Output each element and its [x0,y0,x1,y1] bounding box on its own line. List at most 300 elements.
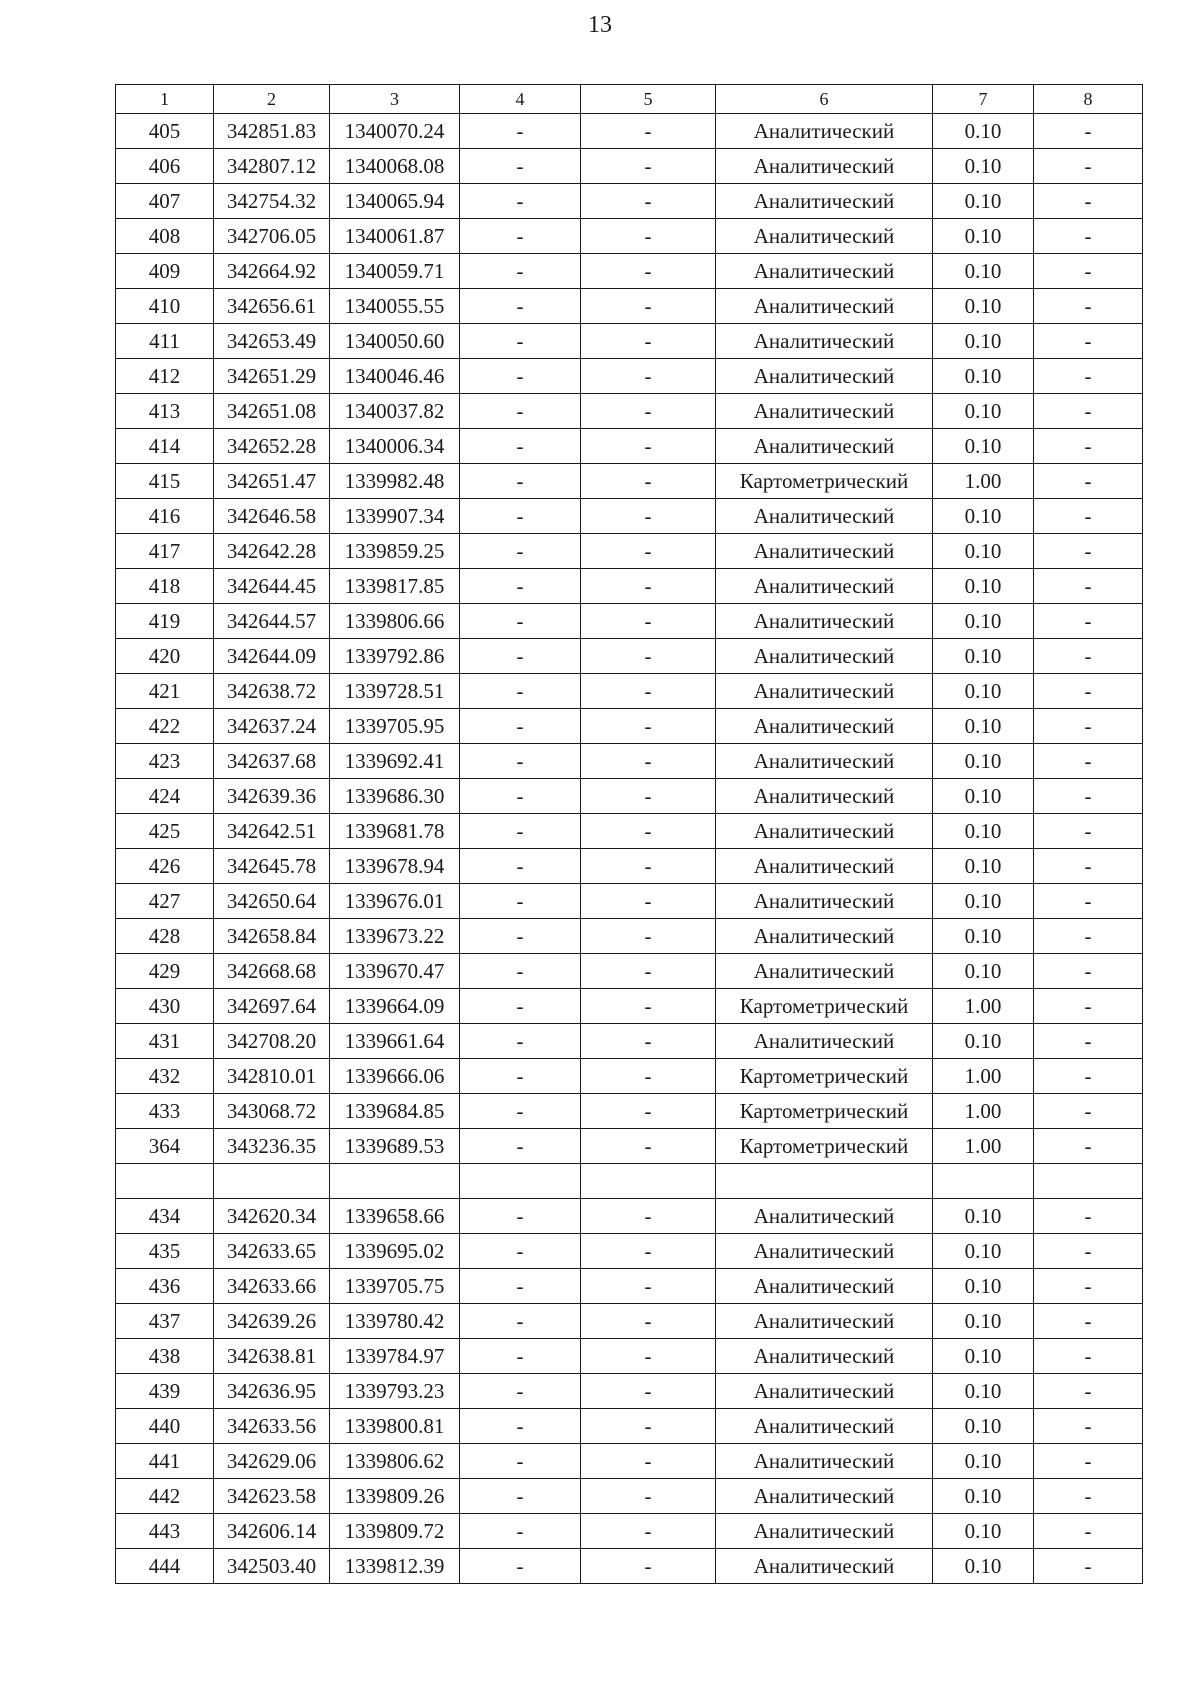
y-coordinate-cell: 1340055.55 [330,289,460,324]
y-coordinate-cell: 1339673.22 [330,919,460,954]
column-5-cell: - [581,814,716,849]
x-coordinate-cell: 342644.45 [214,569,330,604]
column-8-cell: - [1034,289,1143,324]
column-4-cell: - [460,814,581,849]
column-4-cell: - [460,149,581,184]
x-coordinate-cell: 342606.14 [214,1514,330,1549]
table-row [116,1164,1143,1199]
point-number-cell: 424 [116,779,214,814]
table-row [116,149,1143,184]
column-5-cell: - [581,1129,716,1164]
table-row [116,569,1143,604]
method-cell: Аналитический [716,219,933,254]
accuracy-cell: 0.10 [933,149,1034,184]
method-cell: Аналитический [716,954,933,989]
accuracy-cell: 0.10 [933,1199,1034,1234]
column-4-cell: - [460,499,581,534]
column-4-cell: - [460,744,581,779]
column-header: 5 [581,85,716,114]
y-coordinate-cell: 1339859.25 [330,534,460,569]
column-5-cell: - [581,499,716,534]
column-header: 1 [116,85,214,114]
table-header-row [116,85,1143,114]
x-coordinate-cell: 342633.56 [214,1409,330,1444]
y-coordinate-cell: 1340046.46 [330,359,460,394]
column-5-cell: - [581,674,716,709]
point-number-cell: 420 [116,639,214,674]
column-4-cell: - [460,639,581,674]
y-coordinate-cell: 1339806.66 [330,604,460,639]
column-5-cell: - [581,324,716,359]
table-row [116,499,1143,534]
column-4-cell: - [460,1094,581,1129]
table-row [116,674,1143,709]
method-cell: Аналитический [716,394,933,429]
column-8-cell: - [1034,1094,1143,1129]
method-cell: Аналитический [716,1409,933,1444]
method-cell: Аналитический [716,569,933,604]
method-cell: Аналитический [716,1024,933,1059]
y-coordinate-cell: 1340059.71 [330,254,460,289]
column-4-cell [460,1164,581,1199]
method-cell: Аналитический [716,1304,933,1339]
y-coordinate-cell: 1340037.82 [330,394,460,429]
column-8-cell: - [1034,114,1143,149]
table-row [116,534,1143,569]
table-row [116,1234,1143,1269]
table-row [116,1374,1143,1409]
column-8-cell: - [1034,1409,1143,1444]
column-4-cell: - [460,1339,581,1374]
accuracy-cell: 0.10 [933,254,1034,289]
point-number-cell: 416 [116,499,214,534]
table-row [116,919,1143,954]
table-row [116,989,1143,1024]
column-5-cell: - [581,1409,716,1444]
column-header: 8 [1034,85,1143,114]
accuracy-cell: 0.10 [933,919,1034,954]
method-cell: Аналитический [716,149,933,184]
column-5-cell: - [581,919,716,954]
column-8-cell: - [1034,1129,1143,1164]
y-coordinate-cell: 1339792.86 [330,639,460,674]
accuracy-cell: 1.00 [933,1059,1034,1094]
x-coordinate-cell [214,1164,330,1199]
method-cell: Аналитический [716,1514,933,1549]
column-8-cell: - [1034,1479,1143,1514]
method-cell: Аналитический [716,779,933,814]
table-row [116,779,1143,814]
column-5-cell: - [581,464,716,499]
column-8-cell: - [1034,884,1143,919]
method-cell: Аналитический [716,1339,933,1374]
point-number-cell: 437 [116,1304,214,1339]
x-coordinate-cell: 342810.01 [214,1059,330,1094]
accuracy-cell: 0.10 [933,1409,1034,1444]
y-coordinate-cell: 1339676.01 [330,884,460,919]
y-coordinate-cell: 1339678.94 [330,849,460,884]
x-coordinate-cell: 342658.84 [214,919,330,954]
point-number-cell: 417 [116,534,214,569]
point-number-cell: 364 [116,1129,214,1164]
column-4-cell: - [460,884,581,919]
accuracy-cell: 0.10 [933,884,1034,919]
x-coordinate-cell: 342636.95 [214,1374,330,1409]
column-5-cell: - [581,1234,716,1269]
y-coordinate-cell: 1339982.48 [330,464,460,499]
table-row [116,1024,1143,1059]
accuracy-cell: 0.10 [933,324,1034,359]
table-row [116,1479,1143,1514]
table-row [116,114,1143,149]
column-4-cell: - [460,1479,581,1514]
column-5-cell: - [581,289,716,324]
accuracy-cell: 0.10 [933,814,1034,849]
x-coordinate-cell: 342629.06 [214,1444,330,1479]
point-number-cell: 444 [116,1549,214,1584]
column-8-cell: - [1034,604,1143,639]
table-row [116,289,1143,324]
table-row [116,429,1143,464]
column-4-cell: - [460,674,581,709]
accuracy-cell: 0.10 [933,954,1034,989]
coordinates-table [115,84,1143,1584]
column-8-cell: - [1034,709,1143,744]
column-header: 3 [330,85,460,114]
table-row [116,359,1143,394]
point-number-cell: 432 [116,1059,214,1094]
table-row [116,1339,1143,1374]
column-8-cell: - [1034,1024,1143,1059]
accuracy-cell: 0.10 [933,779,1034,814]
accuracy-cell: 0.10 [933,499,1034,534]
column-4-cell: - [460,464,581,499]
point-number-cell: 407 [116,184,214,219]
y-coordinate-cell: 1339666.06 [330,1059,460,1094]
y-coordinate-cell: 1339780.42 [330,1304,460,1339]
accuracy-cell: 0.10 [933,674,1034,709]
column-4-cell: - [460,1444,581,1479]
x-coordinate-cell: 342650.64 [214,884,330,919]
point-number-cell: 408 [116,219,214,254]
method-cell: Аналитический [716,849,933,884]
column-4-cell: - [460,114,581,149]
column-8-cell: - [1034,814,1143,849]
y-coordinate-cell: 1340061.87 [330,219,460,254]
table-body [116,114,1143,1584]
column-8-cell: - [1034,254,1143,289]
method-cell: Аналитический [716,254,933,289]
point-number-cell: 406 [116,149,214,184]
accuracy-cell: 0.10 [933,1479,1034,1514]
method-cell: Аналитический [716,1234,933,1269]
column-5-cell: - [581,569,716,604]
x-coordinate-cell: 342623.58 [214,1479,330,1514]
column-4-cell: - [460,429,581,464]
column-5-cell: - [581,219,716,254]
column-8-cell: - [1034,744,1143,779]
column-5-cell: - [581,779,716,814]
column-5-cell: - [581,1304,716,1339]
y-coordinate-cell: 1340068.08 [330,149,460,184]
column-header: 6 [716,85,933,114]
column-4-cell: - [460,1549,581,1584]
table-row [116,1549,1143,1584]
accuracy-cell: 0.10 [933,1234,1034,1269]
method-cell: Картометрический [716,1129,933,1164]
column-8-cell: - [1034,359,1143,394]
column-8-cell: - [1034,954,1143,989]
x-coordinate-cell: 342639.26 [214,1304,330,1339]
column-8-cell: - [1034,499,1143,534]
column-5-cell: - [581,1444,716,1479]
accuracy-cell: 0.10 [933,114,1034,149]
column-8-cell: - [1034,534,1143,569]
column-5-cell: - [581,744,716,779]
point-number-cell: 412 [116,359,214,394]
x-coordinate-cell: 342754.32 [214,184,330,219]
accuracy-cell: 0.10 [933,1304,1034,1339]
point-number-cell: 438 [116,1339,214,1374]
page-number: 13 [588,12,612,38]
column-4-cell: - [460,1269,581,1304]
x-coordinate-cell: 342638.72 [214,674,330,709]
method-cell: Аналитический [716,604,933,639]
table-row [116,1409,1143,1444]
y-coordinate-cell: 1339689.53 [330,1129,460,1164]
accuracy-cell: 0.10 [933,709,1034,744]
x-coordinate-cell: 342651.47 [214,464,330,499]
column-5-cell: - [581,709,716,744]
column-4-cell: - [460,289,581,324]
accuracy-cell: 1.00 [933,1094,1034,1129]
y-coordinate-cell: 1339793.23 [330,1374,460,1409]
column-4-cell: - [460,779,581,814]
accuracy-cell: 0.10 [933,639,1034,674]
method-cell: Аналитический [716,429,933,464]
column-5-cell: - [581,1479,716,1514]
column-4-cell: - [460,1024,581,1059]
method-cell: Картометрический [716,1094,933,1129]
point-number-cell: 422 [116,709,214,744]
y-coordinate-cell: 1339695.02 [330,1234,460,1269]
column-5-cell: - [581,254,716,289]
x-coordinate-cell: 342807.12 [214,149,330,184]
x-coordinate-cell: 342668.68 [214,954,330,989]
column-5-cell: - [581,989,716,1024]
y-coordinate-cell: 1339670.47 [330,954,460,989]
column-5-cell: - [581,149,716,184]
x-coordinate-cell: 342646.58 [214,499,330,534]
method-cell: Аналитический [716,1444,933,1479]
point-number-cell: 427 [116,884,214,919]
column-4-cell: - [460,1374,581,1409]
y-coordinate-cell: 1339684.85 [330,1094,460,1129]
accuracy-cell: 0.10 [933,1024,1034,1059]
point-number-cell: 442 [116,1479,214,1514]
x-coordinate-cell: 342651.08 [214,394,330,429]
point-number-cell [116,1164,214,1199]
table-row [116,1444,1143,1479]
column-8-cell: - [1034,394,1143,429]
column-8-cell: - [1034,1304,1143,1339]
y-coordinate-cell: 1339728.51 [330,674,460,709]
x-coordinate-cell: 342638.81 [214,1339,330,1374]
x-coordinate-cell: 343068.72 [214,1094,330,1129]
column-4-cell: - [460,394,581,429]
column-5-cell: - [581,954,716,989]
point-number-cell: 436 [116,1269,214,1304]
accuracy-cell: 1.00 [933,989,1034,1024]
point-number-cell: 430 [116,989,214,1024]
table-row [116,1199,1143,1234]
y-coordinate-cell: 1339817.85 [330,569,460,604]
x-coordinate-cell: 342503.40 [214,1549,330,1584]
column-4-cell: - [460,1409,581,1444]
point-number-cell: 435 [116,1234,214,1269]
column-4-cell: - [460,954,581,989]
x-coordinate-cell: 342633.66 [214,1269,330,1304]
accuracy-cell: 0.10 [933,534,1034,569]
table-row [116,744,1143,779]
column-4-cell: - [460,534,581,569]
point-number-cell: 433 [116,1094,214,1129]
point-number-cell: 434 [116,1199,214,1234]
column-8-cell: - [1034,1059,1143,1094]
method-cell: Аналитический [716,814,933,849]
column-8-cell: - [1034,464,1143,499]
table-row [116,604,1143,639]
accuracy-cell [933,1164,1034,1199]
column-5-cell: - [581,604,716,639]
point-number-cell: 421 [116,674,214,709]
y-coordinate-cell: 1339800.81 [330,1409,460,1444]
x-coordinate-cell: 342656.61 [214,289,330,324]
x-coordinate-cell: 342697.64 [214,989,330,1024]
column-5-cell: - [581,639,716,674]
point-number-cell: 426 [116,849,214,884]
x-coordinate-cell: 342851.83 [214,114,330,149]
x-coordinate-cell: 342642.28 [214,534,330,569]
point-number-cell: 423 [116,744,214,779]
x-coordinate-cell: 342653.49 [214,324,330,359]
method-cell: Аналитический [716,1269,933,1304]
column-8-cell: - [1034,149,1143,184]
accuracy-cell: 0.10 [933,1339,1034,1374]
method-cell: Аналитический [716,639,933,674]
column-4-cell: - [460,604,581,639]
accuracy-cell: 0.10 [933,744,1034,779]
x-coordinate-cell: 342639.36 [214,779,330,814]
column-4-cell: - [460,1514,581,1549]
accuracy-cell: 0.10 [933,359,1034,394]
column-5-cell: - [581,429,716,464]
column-4-cell: - [460,919,581,954]
column-8-cell: - [1034,1374,1143,1409]
table-row [116,1514,1143,1549]
point-number-cell: 441 [116,1444,214,1479]
column-8-cell: - [1034,674,1143,709]
column-4-cell: - [460,709,581,744]
column-4-cell: - [460,254,581,289]
point-number-cell: 405 [116,114,214,149]
column-5-cell: - [581,184,716,219]
point-number-cell: 443 [116,1514,214,1549]
method-cell: Аналитический [716,1199,933,1234]
point-number-cell: 415 [116,464,214,499]
column-4-cell: - [460,184,581,219]
table-row [116,639,1143,674]
table-row [116,954,1143,989]
table-row [116,849,1143,884]
method-cell: Аналитический [716,359,933,394]
method-cell: Аналитический [716,114,933,149]
accuracy-cell: 0.10 [933,429,1034,464]
y-coordinate-cell: 1339658.66 [330,1199,460,1234]
point-number-cell: 418 [116,569,214,604]
method-cell: Аналитический [716,1479,933,1514]
accuracy-cell: 1.00 [933,1129,1034,1164]
column-8-cell: - [1034,1234,1143,1269]
point-number-cell: 440 [116,1409,214,1444]
table-row [116,1129,1143,1164]
column-header: 2 [214,85,330,114]
accuracy-cell: 0.10 [933,394,1034,429]
column-4-cell: - [460,359,581,394]
column-5-cell: - [581,884,716,919]
table-row [116,219,1143,254]
column-5-cell: - [581,1094,716,1129]
point-number-cell: 419 [116,604,214,639]
y-coordinate-cell: 1339809.26 [330,1479,460,1514]
method-cell: Аналитический [716,919,933,954]
column-8-cell: - [1034,429,1143,464]
point-number-cell: 428 [116,919,214,954]
x-coordinate-cell: 342644.57 [214,604,330,639]
x-coordinate-cell: 342620.34 [214,1199,330,1234]
point-number-cell: 431 [116,1024,214,1059]
accuracy-cell: 0.10 [933,1514,1034,1549]
method-cell: Аналитический [716,884,933,919]
x-coordinate-cell: 342651.29 [214,359,330,394]
column-8-cell: - [1034,849,1143,884]
method-cell: Аналитический [716,289,933,324]
x-coordinate-cell: 342637.24 [214,709,330,744]
column-5-cell: - [581,1374,716,1409]
method-cell [716,1164,933,1199]
x-coordinate-cell: 342664.92 [214,254,330,289]
x-coordinate-cell: 342644.09 [214,639,330,674]
table-row [116,1094,1143,1129]
column-8-cell: - [1034,219,1143,254]
column-8-cell: - [1034,1339,1143,1374]
point-number-cell: 425 [116,814,214,849]
column-5-cell: - [581,534,716,569]
x-coordinate-cell: 343236.35 [214,1129,330,1164]
column-5-cell [581,1164,716,1199]
column-5-cell: - [581,849,716,884]
column-4-cell: - [460,1129,581,1164]
column-8-cell: - [1034,1199,1143,1234]
column-8-cell: - [1034,324,1143,359]
column-8-cell: - [1034,919,1143,954]
table-row [116,709,1143,744]
table-row [116,324,1143,359]
x-coordinate-cell: 342645.78 [214,849,330,884]
column-8-cell: - [1034,779,1143,814]
column-5-cell: - [581,1339,716,1374]
column-4-cell: - [460,1059,581,1094]
